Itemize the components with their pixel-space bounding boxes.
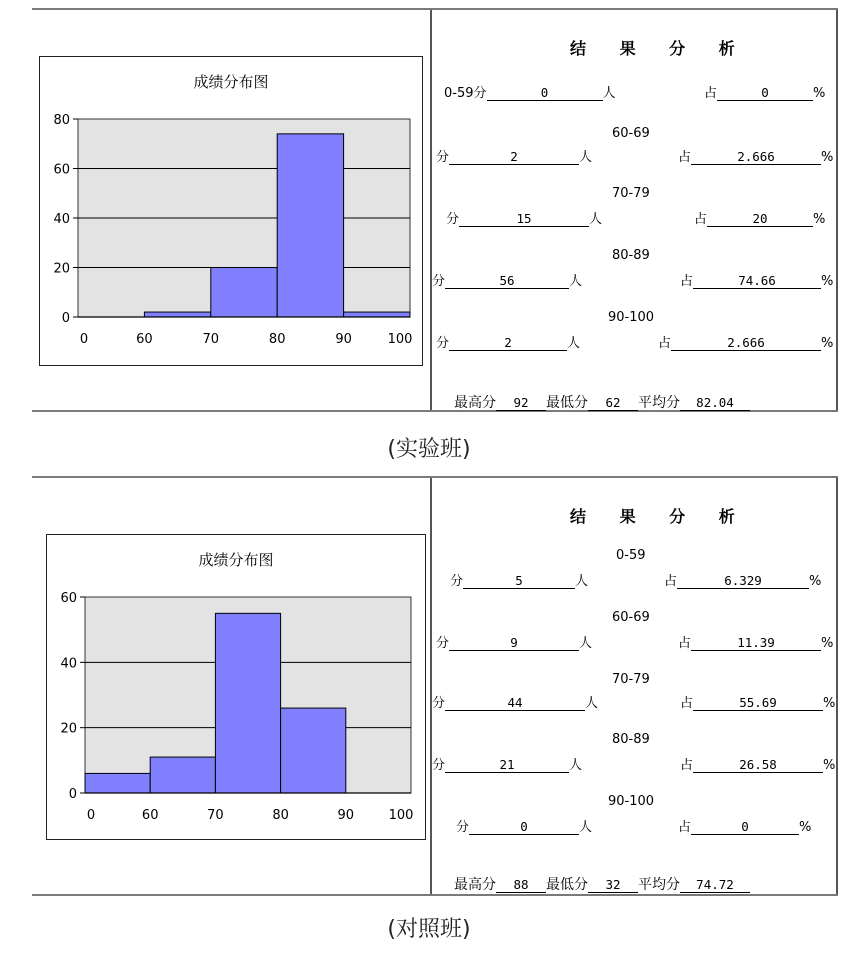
max-value: 88: [496, 878, 546, 893]
score-range: 90-100: [608, 794, 655, 809]
analysis-title: 结 果 分 析: [570, 39, 749, 58]
min-label: 最低分: [546, 877, 588, 893]
score-row: 分 2 人: [436, 335, 581, 351]
count-value: 0: [469, 820, 579, 835]
percent-row: 占 55.69 %: [680, 695, 836, 711]
y-tick-label: 60: [60, 591, 77, 606]
min-value: 32: [588, 878, 638, 893]
percent-value: 2.666: [671, 336, 821, 351]
min-value: 62: [588, 396, 638, 411]
histogram-bar: [277, 134, 343, 317]
count-value: 2: [449, 150, 579, 165]
percent-value: 74.66: [693, 274, 821, 289]
score-row: 分 15 人: [446, 211, 603, 227]
score-row: 分 56 人: [432, 273, 583, 289]
score-range: 90-100: [608, 310, 655, 325]
count-value: 9: [449, 636, 579, 651]
x-tick-label: 100: [388, 808, 414, 823]
y-tick-label: 60: [53, 162, 70, 178]
percent-row: 占 74.66 %: [680, 273, 834, 289]
class-caption: (实验班): [387, 437, 471, 462]
percent-row: 占 26.58 %: [680, 757, 836, 773]
percent-value: 2.666: [691, 150, 821, 165]
score-row: 分 9 人: [436, 635, 593, 651]
score-row: 分 5 人: [450, 573, 589, 589]
score-range: 60-69: [612, 610, 650, 625]
max-label: 最高分: [454, 877, 496, 893]
histogram-svg: [40, 57, 422, 365]
score-range: 70-79: [612, 672, 650, 687]
x-tick-label: 0: [79, 332, 89, 347]
score-row: 0-59分 0 人: [444, 85, 616, 101]
histogram-bar: [344, 312, 410, 317]
y-tick-label: 40: [60, 656, 77, 672]
percent-row: 占 0 %: [704, 85, 826, 101]
score-range: 80-89: [612, 732, 650, 747]
chart-title: 成绩分布图: [198, 551, 274, 569]
score-range: 0-59: [616, 548, 646, 563]
histogram-bar: [281, 708, 346, 793]
y-tick-label: 20: [53, 261, 70, 277]
min-label: 最低分: [546, 395, 588, 411]
class-caption: (对照班): [387, 917, 471, 942]
x-tick-label: 70: [207, 808, 224, 823]
percent-row: 占 11.39 %: [678, 635, 834, 651]
score-row: 分 0 人: [456, 819, 593, 835]
x-tick-label: 60: [136, 332, 153, 347]
score-range: 0-59: [444, 86, 474, 101]
x-tick-label: 90: [335, 332, 352, 347]
control-panel: [32, 476, 838, 896]
score-row: 分 44 人: [432, 695, 599, 711]
histogram-svg: [47, 535, 425, 839]
count-value: 5: [463, 574, 575, 589]
percent-row: 占 20 %: [694, 211, 826, 227]
histogram-bar: [211, 268, 277, 318]
histogram-bar: [85, 773, 150, 793]
percent-value: 6.329: [677, 574, 809, 589]
x-tick-label: 70: [202, 332, 220, 347]
score-row: 分 2 人: [436, 149, 593, 165]
count-value: 56: [445, 274, 569, 289]
x-tick-label: 60: [141, 808, 159, 823]
x-tick-label: 0: [86, 808, 96, 823]
summary-line: [454, 392, 750, 412]
score-range: 60-69: [612, 126, 650, 141]
x-tick-label: 80: [272, 808, 289, 823]
count-value: 2: [449, 336, 567, 351]
percent-value: 0: [717, 86, 813, 101]
histogram-bar: [150, 757, 215, 793]
analysis-section: [432, 10, 838, 410]
x-tick-label: 90: [337, 808, 355, 823]
percent-value: 55.69: [693, 696, 823, 711]
percent-value: 26.58: [693, 758, 823, 773]
score-range: 70-79: [612, 186, 650, 201]
percent-value: 0: [691, 820, 799, 835]
analysis-title: 结 果 分 析: [570, 507, 749, 526]
avg-label: 平均分: [638, 877, 680, 893]
percent-row: 占 2.666 %: [678, 149, 834, 165]
summary-line: [454, 874, 750, 894]
y-tick-label: 0: [68, 787, 77, 802]
avg-value: 74.72: [680, 878, 750, 893]
experimental-panel: [32, 8, 838, 412]
count-value: 15: [459, 212, 589, 227]
y-tick-label: 0: [61, 311, 70, 326]
analysis-section: [432, 478, 838, 894]
max-label: 最高分: [454, 395, 496, 411]
score-range: 80-89: [612, 248, 650, 263]
histogram-chart: [46, 534, 426, 840]
percent-value: 11.39: [691, 636, 821, 651]
avg-value: 82.04: [680, 396, 750, 411]
percent-row: 占 2.666 %: [658, 335, 834, 351]
percent-value: 20: [707, 212, 813, 227]
x-tick-label: 80: [268, 332, 286, 347]
percent-row: 占 6.329 %: [664, 573, 822, 589]
histogram-bar: [144, 312, 210, 317]
histogram-chart: [39, 56, 423, 366]
chart-title: 成绩分布图: [193, 73, 269, 91]
count-value: 0: [487, 86, 603, 101]
avg-label: 平均分: [638, 395, 680, 411]
x-tick-label: 100: [387, 332, 413, 347]
percent-row: 占 0 %: [678, 819, 812, 835]
y-tick-label: 40: [53, 212, 70, 227]
max-value: 92: [496, 396, 546, 411]
count-value: 21: [445, 758, 569, 773]
histogram-bar: [215, 613, 280, 793]
y-tick-label: 20: [60, 721, 77, 737]
y-tick-label: 80: [53, 113, 70, 128]
score-row: 分 21 人: [432, 757, 583, 773]
count-value: 44: [445, 696, 585, 711]
